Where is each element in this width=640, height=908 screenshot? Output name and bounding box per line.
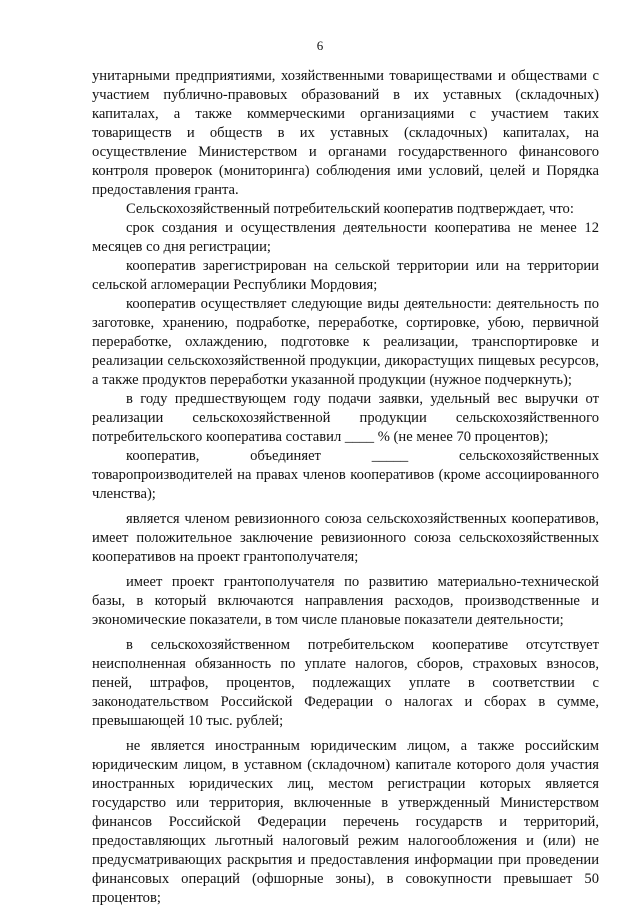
paragraph-project: имеет проект грантополучателя по развитию материально-технической базы, в который включаются направления расходов, производственные и экономические показатели, в том числе плановые показатели деятельности;	[92, 574, 599, 628]
paragraph-term-of-activity: срок создания и осуществления деятельности кооператива не менее 12 месяцев со дня регистрации;	[92, 220, 599, 255]
paragraph-tax-obligations: в сельскохозяйственном потребительском кооперативе отсутствует неисполненная обязанность по уплате налогов, сборов, страховых взносов, пеней, штрафов, процентов, подлежащих уплате в соответствии с законодательством Российской Федерации о налогах и сборах в сумме, превышающей 10 тыс. рублей;	[92, 637, 599, 729]
paragraph-revenue-share: в году предшествующем году подачи заявки, удельный вес выручки от реализации сельскохозяйственной продукции сельскохозяйственного потребительского кооператива составил ____ % (не менее 70 процентов);	[92, 391, 599, 445]
document-body	[92, 67, 599, 908]
paragraph-grant-control: унитарными предприятиями, хозяйственными товариществами и обществами с участием публично-правовых образований в их уставных (складочных) капиталах, а также коммерческими организациями с участием таких товариществ и обществ в их уставных (складочных) капиталах, на осуществление Министерством и органами государственного финансового контроля проверок (мониторинга) соблюдения ими условий, целей и Порядка предоставления гранта.	[92, 68, 599, 198]
paragraph-foreign-entity: не является иностранным юридическим лицом, а также российским юридическим лицом, в уставном (складочном) капитале которого доля участия иностранных юридических лиц, местом регистрации которых является государство или территория, включенные в утвержденный Министерством финансов Российской Федерации перечень государств и территорий, предоставляющих льготный налоговый режим налогообложения и (или) не предусматривающих раскрытия и предоставления информации при проведении финансовых операций (офшорные зоны), в совокупности превышает 50 процентов;	[92, 738, 599, 906]
paragraph-cooperative-confirms: Сельскохозяйственный потребительский кооператив подтверждает, что:	[126, 201, 574, 217]
paragraph-audit-union: является членом ревизионного союза сельскохозяйственных кооперативов, имеет положительное заключение ревизионного союза сельскохозяйственных кооперативов на проект грантополучателя;	[92, 511, 599, 565]
paragraph-registration: кооператив зарегистрирован на сельской территории или на территории сельской агломерации Республики Мордовия;	[92, 258, 599, 293]
paragraph-activity-types: кооператив осуществляет следующие виды деятельности: деятельность по заготовке, хранению, подработке, переработке, сортировке, убою, первичной переработке, охлаждению, подготовке к реализации, транспортировке и реализации сельскохозяйственной продукции, дикорастущих пищевых ресурсов, а также продуктов переработки указанной продукции (нужное подчеркнуть);	[92, 296, 599, 388]
page-number: 6	[316, 38, 324, 53]
paragraph-members: кооператив, объединяет _____ сельскохозяйственных товаропроизводителей на правах членов кооперативов (кроме ассоциированного членства);	[92, 448, 599, 502]
